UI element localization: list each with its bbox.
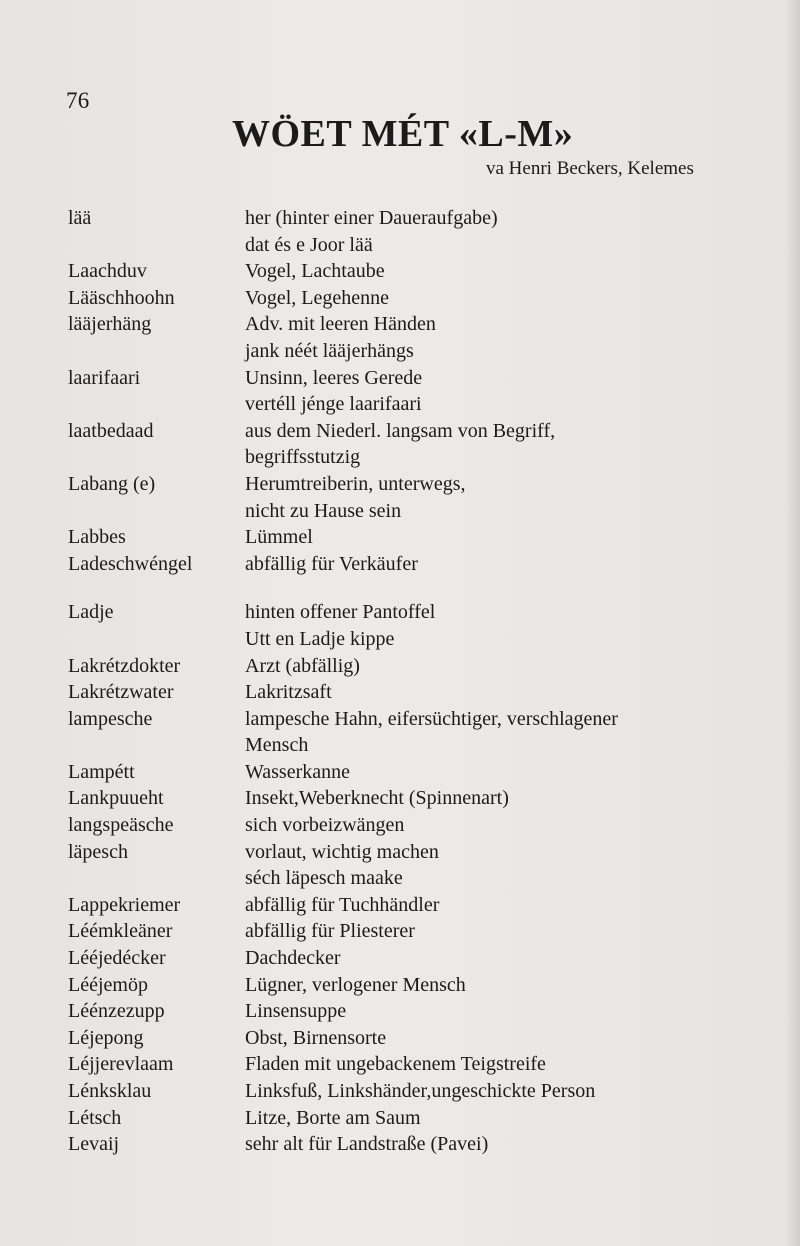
headword: Lééjemöp [68,973,148,996]
glossary-row [68,232,748,259]
page-title: WÖET MÉT «L-M» [232,113,574,155]
headword: Labbes [68,526,126,549]
meaning: Insekt,Weberknecht (Spinnenart) [245,787,509,810]
meaning: abfällig für Pliesterer [245,920,415,943]
meaning: Lakritzsaft [245,681,332,704]
meaning: Linsensuppe [245,1000,347,1023]
meaning: sehr alt für Landstraße (Pavei) [245,1133,489,1156]
headword: Létsch [68,1106,122,1129]
glossary-row [68,759,748,786]
meaning: Linksfuß, Linkshänder,ungeschickte Person [245,1080,596,1102]
meaning: Utt en Ladje kippe [245,627,395,650]
glossary-row [68,471,748,498]
headword: Ladeschwéngel [68,552,193,575]
glossary-row [68,892,748,919]
meaning: dat és e Joor lää [245,233,373,256]
meaning: Adv. mit leeren Händen [245,313,436,336]
glossary-list [68,205,748,1158]
glossary-row [68,1131,748,1158]
headword: lää [68,207,92,229]
glossary-row [68,653,748,680]
headword: Léjjerevlaam [68,1053,174,1076]
headword: Léénzezupp [68,1000,165,1023]
glossary-row [68,812,748,839]
meaning: Fladen mit ungebackenem Teigstreife [245,1053,546,1076]
headword: lääjerhäng [68,313,152,336]
glossary-row [68,1078,748,1105]
glossary-row [68,785,748,812]
glossary-row [68,524,748,551]
meaning: abfällig für Tuchhändler [245,893,440,916]
glossary-row [68,865,748,892]
headword: Lääschhoohn [68,286,175,309]
meaning: sich vorbeizwängen [245,814,405,837]
glossary-row [68,338,748,365]
headword: läpesch [68,840,128,863]
glossary-row [68,839,748,866]
glossary-row [68,285,748,312]
meaning: her (hinter einer Daueraufgabe) [245,207,498,229]
glossary-row [68,418,748,445]
meaning: Lügner, verlogener Mensch [245,973,466,996]
meaning: vertéll jénge laarifaari [245,393,422,416]
meaning: abfällig für Verkäufer [245,552,418,575]
glossary-row [68,706,748,733]
glossary-row [68,205,748,232]
headword: Léjepong [68,1026,144,1049]
glossary-row [68,945,748,972]
meaning: begriffsstutzig [245,446,361,469]
glossary-row [68,311,748,338]
glossary-row [68,391,748,418]
meaning: lampesche Hahn, eifersüchtiger, verschlagener [245,707,618,730]
meaning: hinten offener Pantoffel [245,601,436,624]
meaning: Vogel, Lachtaube [245,260,385,283]
headword: lampesche [68,707,153,730]
meaning: Herumtreiberin, unterwegs, [245,472,466,495]
meaning: Obst, Birnensorte [245,1026,387,1049]
glossary-row [68,626,748,653]
headword: Lakrétzwater [68,681,174,704]
glossary-row [68,998,748,1025]
glossary-row [68,599,748,626]
glossary-row [68,551,748,578]
headword: Laachduv [68,260,147,283]
headword: Lééjedécker [68,947,166,970]
glossary-row [68,1025,748,1052]
meaning: Unsinn, leeres Gerede [245,366,423,389]
meaning: Dachdecker [245,947,341,970]
glossary-row [68,498,748,525]
glossary-row [68,972,748,999]
headword: Lankpuueht [68,787,164,810]
headword: Lénksklau [68,1080,152,1102]
headword: Ladje [68,601,114,624]
meaning: aus dem Niederl. langsam von Begriff, [245,419,556,442]
meaning: Arzt (abfällig) [245,654,360,677]
author-byline: va Henri Beckers, Kelemes [486,158,694,179]
headword: langspeäsche [68,814,174,837]
glossary-row [68,1105,748,1132]
meaning: Vogel, Legehenne [245,286,390,309]
meaning: Mensch [245,734,309,757]
glossary-row [68,679,748,706]
glossary-row [68,732,748,759]
headword: laarifaari [68,366,141,389]
headword: Lakrétzdokter [68,654,181,677]
headword: laatbedaad [68,419,154,442]
headword: Lappekriemer [68,893,181,916]
headword: Léémkleäner [68,920,173,943]
meaning: Lümmel [245,526,313,549]
meaning: Litze, Borte am Saum [245,1106,421,1129]
page-number: 76 [66,88,90,113]
meaning: vorlaut, wichtig machen [245,840,439,863]
glossary-row [68,918,748,945]
page-spine-shadow [786,0,800,1246]
meaning: séch läpesch maake [245,867,403,890]
meaning: jank néét lääjerhängs [245,339,414,362]
glossary-row [68,365,748,392]
headword: Labang (e) [68,472,156,495]
headword: Levaij [68,1133,120,1156]
meaning: Wasserkanne [245,760,351,783]
glossary-row [68,258,748,285]
meaning: nicht zu Hause sein [245,499,402,522]
glossary-row [68,444,748,471]
headword: Lampétt [68,760,135,783]
glossary-row [68,1051,748,1078]
